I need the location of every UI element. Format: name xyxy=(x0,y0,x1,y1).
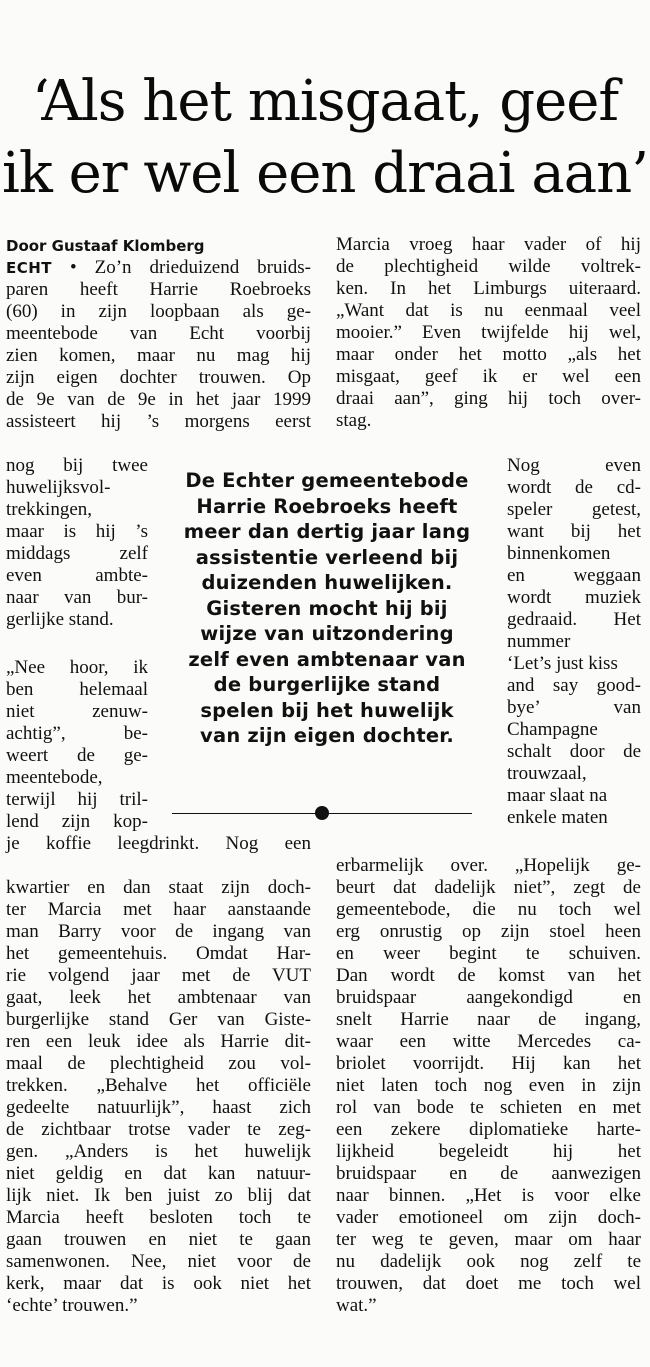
text-line: trekkingen, xyxy=(6,499,93,520)
text-line: maar slaat na xyxy=(507,785,608,806)
headline-line: ik er wel een draai aan’ xyxy=(1,140,649,206)
text-line: de plechtigheid wilde voltrek- xyxy=(336,256,641,277)
text-line: and say good- xyxy=(507,675,641,696)
dateline: ECHT xyxy=(6,259,53,277)
text-line: huwelijksvol- xyxy=(6,477,111,498)
text-line: beurt dat dadelijk niet”, zegt de xyxy=(336,877,641,898)
text-line: gaan trouwen en niet te gaan xyxy=(6,1229,311,1250)
text-line: achtig”, be- xyxy=(6,723,148,744)
text-line: zijn eigen dochter trouwen. Op xyxy=(6,367,311,388)
text-line: lend zijn kop- xyxy=(6,811,148,832)
pull-quote xyxy=(162,468,492,749)
text-line: de 9e van de 9e in het jaar 1999 xyxy=(6,389,311,410)
text-line: nummer xyxy=(507,631,571,652)
text-line: lijkheid begeleidt hij het xyxy=(336,1141,641,1162)
text-line: Marcia vroeg haar vader of hij xyxy=(336,234,641,255)
text-line: gerlijke stand. xyxy=(6,609,114,630)
text-line: assisteert hij ’s morgens eerst xyxy=(6,411,311,432)
text-line: zien komen, maar nu mag hij xyxy=(6,345,311,366)
text-line: naar van bur- xyxy=(6,587,148,608)
text-line: niet laten toch nog even in zijn xyxy=(336,1075,641,1096)
text-line: binnenkomen xyxy=(507,543,611,564)
text-line: gedraaid. Het xyxy=(507,609,641,630)
text-line: maal de plechtigheid zou vol- xyxy=(6,1053,311,1074)
text-line: en weer begint te schuiven. xyxy=(336,943,641,964)
text-line: Marcia heeft besloten toch te xyxy=(6,1207,311,1228)
text-line: de zichtbaar trotse vader te zeg- xyxy=(6,1119,311,1140)
pull-quote-bullet xyxy=(315,806,329,820)
text-line: kerk, maar dat is ook niet het xyxy=(6,1273,311,1294)
text-line xyxy=(6,257,311,279)
text-line: maar is hij ’s xyxy=(6,521,148,542)
headline-line: ‘Als het misgaat, geef xyxy=(31,68,619,134)
text-line: gemeentebode, die nu toch wel xyxy=(336,899,641,920)
text-line: weert de ge- xyxy=(6,745,148,766)
text-line: draai aan”, ging hij toch over- xyxy=(336,388,641,409)
text-line: rie volgend jaar met de VUT xyxy=(6,965,311,986)
pull-quote-line: de burgerlijke stand xyxy=(213,673,441,696)
text-line: gen. „Anders is het huwelijk xyxy=(6,1141,311,1162)
pull-quote-line: Gisteren mocht hij bij xyxy=(206,596,448,620)
text-line: meentebode van Echt voorbij xyxy=(6,323,311,344)
text-line: enkele maten xyxy=(507,807,608,828)
text-line: bruidspaar aangekondigd en xyxy=(336,987,641,1008)
text-line: gedeelte natuurlijk”, haast zich xyxy=(6,1097,311,1118)
pull-quote-line: van zijn eigen dochter. xyxy=(200,724,454,747)
text-line: middags zelf xyxy=(6,543,148,564)
text-line: speler getest, xyxy=(507,499,641,520)
text-line: vader emotioneel om zijn doch- xyxy=(336,1207,641,1228)
headline xyxy=(0,66,650,210)
text-line: ren een leuk idee als Harrie dit- xyxy=(6,1031,311,1052)
text-line: ‘Let’s just kiss xyxy=(507,653,618,674)
column-2-bottom xyxy=(336,855,641,1317)
text-line: Dan wordt de komst van het xyxy=(336,965,641,986)
text-line: trouwzaal, xyxy=(507,763,587,784)
text-line: mooier.” Even twijfelde hij wel, xyxy=(336,322,641,343)
text-line: wat.” xyxy=(336,1295,377,1316)
text-line: snelt Harrie naar de ingang, xyxy=(336,1009,641,1030)
text-line: waar een witte Mercedes ca- xyxy=(336,1031,641,1052)
text-line: nog bij twee xyxy=(6,455,148,476)
pull-quote-line: duizenden huwelijken. xyxy=(201,571,453,594)
text-line: niet zenuw- xyxy=(6,701,148,722)
text-line: naar binnen. „Het is voor elke xyxy=(336,1185,641,1206)
text-fragment: • Zo’n drieduizend bruids- xyxy=(52,257,311,278)
column-1-bottom xyxy=(6,877,311,1317)
column-1-narrow xyxy=(6,455,148,631)
byline: Door Gustaaf Klomberg xyxy=(6,237,205,255)
pull-quote-line: zelf even ambtenaar van xyxy=(188,647,466,671)
text-line: schalt door de xyxy=(507,741,641,762)
column-2-narrow xyxy=(507,455,641,829)
text-line: erbarmelijk over. „Hopelijk ge- xyxy=(336,855,641,876)
column-1-narrow-2 xyxy=(6,657,311,855)
pull-quote-line: wijze van uitzondering xyxy=(200,622,454,645)
column-2-top xyxy=(336,234,641,432)
text-line: je koffie leegdrinkt. Nog een xyxy=(6,833,311,854)
text-line: misgaat, geef ik er wel een xyxy=(336,366,641,387)
text-line: wordt de cd- xyxy=(507,477,641,498)
text-line: lijk niet. Ik ben juist zo blij dat xyxy=(6,1185,311,1206)
pull-quote-line: meer dan dertig jaar lang xyxy=(183,520,471,543)
text-line: Champagne xyxy=(507,719,598,740)
text-line: wordt muziek xyxy=(507,587,641,608)
pull-quote-line: assistentie verleend bij xyxy=(195,545,459,569)
text-line: ‘echte’ trouwen.” xyxy=(6,1295,138,1316)
text-line: want bij het xyxy=(507,521,641,542)
text-line: meentebode, xyxy=(6,767,103,788)
text-line: samenwonen. Nee, niet voor de xyxy=(6,1251,311,1272)
text-line: briolet voorrijdt. Hij kan het xyxy=(336,1053,641,1074)
text-line: trekken. „Behalve het officiële xyxy=(6,1075,311,1096)
pull-quote-line: De Echter gemeentebode xyxy=(185,469,469,492)
pull-quote-line: spelen bij het huwelijk xyxy=(200,698,454,722)
text-line: (60) in zijn loopbaan als ge- xyxy=(6,301,311,322)
text-line: erg onrustig op zijn stoel heen xyxy=(336,921,641,942)
text-line: man Barry voor de ingang van xyxy=(6,921,311,942)
text-line: Nog even xyxy=(507,455,641,476)
text-line: maar onder het motto „als het xyxy=(336,344,641,365)
text-line: bye’ van xyxy=(507,697,641,718)
pull-quote-line: Harrie Roebroeks heeft xyxy=(196,494,458,518)
text-line: bruidspaar en de aanwezigen xyxy=(336,1163,641,1184)
text-line: burgerlijke stand Ger van Giste- xyxy=(6,1009,311,1030)
column-1-top xyxy=(6,257,311,433)
text-line: „Nee hoor, ik xyxy=(6,657,148,678)
text-line: gaat, leek het ambtenaar van xyxy=(6,987,311,1008)
text-line: en weggaan xyxy=(507,565,641,586)
text-line: trouwen, dat doet me toch wel xyxy=(336,1273,641,1294)
text-line: stag. xyxy=(336,410,372,431)
text-line: nu dadelijk ook nog zelf te xyxy=(336,1251,641,1272)
text-line: niet geldig en dat kan natuur- xyxy=(6,1163,311,1184)
text-line: ken. In het Limburgs uiteraard. xyxy=(336,278,641,299)
text-line: het gemeentehuis. Omdat Har- xyxy=(6,943,311,964)
text-line: paren heeft Harrie Roebroeks xyxy=(6,279,311,300)
text-line: rol van bode te schieten en met xyxy=(336,1097,641,1118)
text-line: „Want dat is nu eenmaal veel xyxy=(336,300,641,321)
text-line: ter weg te geven, maar om haar xyxy=(336,1229,641,1250)
text-line: ben helemaal xyxy=(6,679,148,700)
text-line: een zekere diplomatieke harte- xyxy=(336,1119,641,1140)
text-line: ter Marcia met haar aanstaande xyxy=(6,899,311,920)
text-line: even ambte- xyxy=(6,565,148,586)
text-line: kwartier en dan staat zijn doch- xyxy=(6,877,311,898)
text-line: terwijl hij tril- xyxy=(6,789,148,810)
